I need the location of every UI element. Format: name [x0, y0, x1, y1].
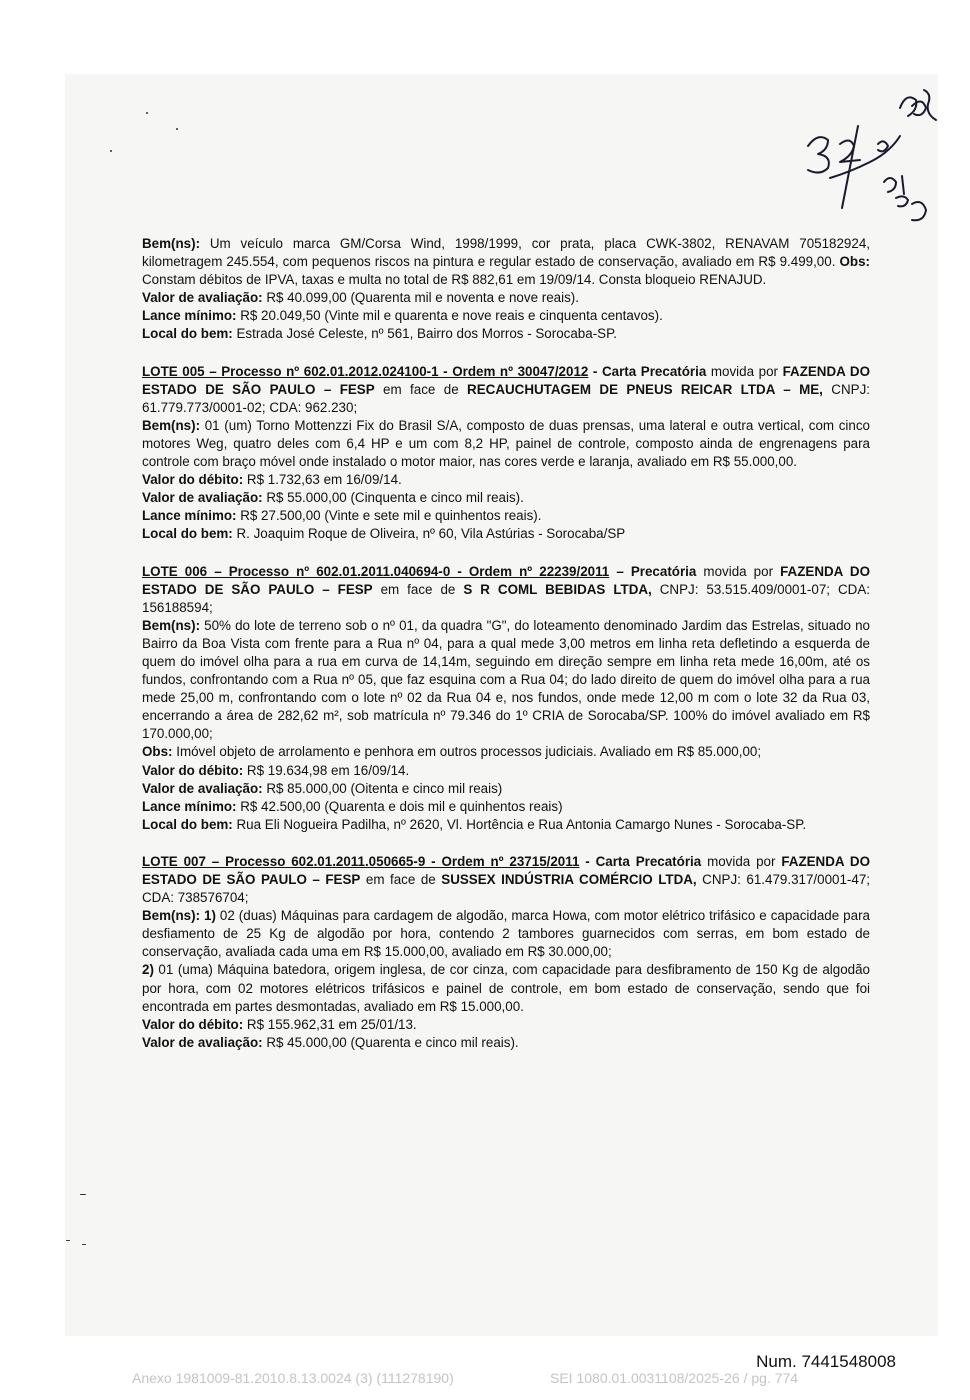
debito-text: R$ 1.732,63 em 16/09/14. [243, 472, 402, 488]
avaliacao-label: Valor de avaliação: [142, 1034, 263, 1050]
lote-type: - Carta Precatória [588, 363, 707, 379]
obs-label: Obs: [142, 744, 173, 760]
lance-label: Lance mínimo: [142, 798, 237, 814]
avaliacao-text: R$ 55.000,00 (Cinquenta e cinco mil reais). [262, 490, 524, 506]
debito-label: Valor do débito: [142, 762, 244, 778]
em-face-de: em face de [360, 872, 442, 887]
lote-007-header [142, 853, 870, 907]
item-number: 2) [142, 962, 154, 978]
lote-type: – Precatória [609, 563, 697, 579]
exequente: FAZENDA DO ESTADO DE SÃO PAULO – FESP [142, 563, 871, 597]
exequente: FAZENDA DO ESTADO DE SÃO PAULO – FESP [142, 853, 871, 887]
local-label: Local do bem: [142, 816, 233, 832]
valor-avaliacao-line [142, 1034, 870, 1052]
debito-text: R$ 19.634,98 em 16/09/14. [243, 762, 410, 778]
scan-speck [146, 112, 148, 114]
cnpj-cda: CNPJ: 61.479.317/0001-47; CDA: 738576704; [142, 872, 870, 906]
movida-por: movida por [701, 853, 782, 869]
bens-text: 01 (um) Torno Mottenzzi Fix do Brasil S/A, composto de duas prensas, uma lateral e outra vertical, com cinco motores Weg, quatro deles com 6,4 HP e um com 8,2 HP, painel de controle, composto ainda de engrenagens para controle com braço móvel onde instalado o motor maior, nas cores verde e laranja, avaliado em R$ 55.000,00. [142, 417, 870, 470]
debito-label: Valor do débito: [142, 1016, 244, 1032]
bens-text: 50% do lote de terreno sob o nº 01, da quadra "G", do loteamento denominado Jardim das Estrelas, situado no Bairro da Boa Vista com frente para a Rua nº 04, para a qual mede 3,00 metros em linha reta defletindo a esquerda de quem do imóvel olha para a rua em curva de 14,14m, seguindo em direção sempre em linha reta mede 16,00m, até os fundos, confrontando com a Rua nº 05, que faz esquina com a Rua 04; do lado direito de quem do imóvel olha para a rua mede 25,00 m, confrontando com o lote nº 02 da Rua 04 e, nos fundos, onde mede 12,00 m com o lote 32 da Rua 03, encerrando a área de 282,62 m², sob matrícula nº 79.346 do 1º CRIA de Sorocaba/SP. 100% do imóvel avaliado em R$ 170.000,00; [142, 617, 870, 742]
bens-item-2 [142, 961, 870, 1015]
lote-005-header [142, 363, 870, 417]
debito-label: Valor do débito: [142, 472, 244, 488]
bens-label: Bem(ns): [142, 236, 201, 251]
scan-speck [82, 1244, 86, 1245]
bens-label: Bem(ns): [142, 908, 201, 924]
bens-line [142, 417, 870, 471]
bens-item-1 [142, 907, 870, 961]
document-body [142, 235, 870, 1052]
obs-line [142, 743, 870, 761]
lance-label: Lance mínimo: [142, 508, 237, 524]
local-label: Local do bem: [142, 526, 233, 542]
bens-line [142, 617, 870, 744]
lance-label: Lance mínimo: [142, 308, 237, 324]
item-text: 01 (uma) Máquina batedora, origem inglesa, de cor cinza, com capacidade para desfibramento de 150 Kg de algodão por hora, com 02 motores elétricos trifásicos e painel de controle, em bom estado de conservação, sendo que foi encontrada em partes desmontadas, avaliado em R$ 15.000,00. [142, 962, 870, 1014]
annex-reference: Anexo 1981009-81.2010.8.13.0024 (3) (111278190) [132, 1370, 454, 1386]
local-bem-line [142, 525, 870, 543]
lance-minimo-line [142, 507, 870, 525]
document-number: Num. 7441548008 [756, 1352, 896, 1371]
em-face-de: em face de [372, 581, 464, 597]
lance-text: R$ 42.500,00 (Quarenta e dois mil e quinhentos reais) [236, 798, 563, 814]
movida-por: movida por [696, 563, 781, 579]
valor-debito-line [142, 1016, 870, 1034]
bens-label: Bem(ns): [142, 417, 201, 433]
sei-page-reference: SEI 1080.01.0031108/2025-26 / pg. 774 [550, 1370, 799, 1386]
lance-minimo-line [142, 307, 870, 325]
avaliacao-text: R$ 45.000,00 (Quarenta e cinco mil reais). [262, 1034, 519, 1050]
executado: SUSSEX INDÚSTRIA COMÉRCIO LTDA, [441, 872, 697, 887]
lance-minimo-line [142, 798, 870, 816]
scan-speck [176, 128, 178, 130]
valor-avaliacao-line [142, 780, 870, 798]
avaliacao-label: Valor de avaliação: [142, 780, 263, 796]
item-text: 02 (duas) Máquinas para cardagem de algodão, marca Howa, com motor elétrico trifásico e capacidade para desfiamento de 25 Kg de algodão por hora, contendo 2 tambores guarnecidos com serras, em bom estado de conservação, avaliada cada uma em R$ 15.000,00, avaliado em R$ 30.000,00; [142, 908, 870, 960]
scan-speck [66, 1240, 70, 1241]
executado: S R COML BEBIDAS LTDA, [463, 581, 652, 597]
lote-006-header [142, 563, 870, 617]
valor-debito-line [142, 471, 870, 489]
avaliacao-label: Valor de avaliação: [142, 490, 263, 506]
valor-avaliacao-line [142, 289, 870, 307]
lote-004-continuation [142, 235, 870, 289]
scan-speck [80, 1194, 86, 1195]
handwritten-page-number-mark [800, 86, 940, 236]
avaliacao-text: R$ 40.099,00 (Quarenta mil e noventa e nove reais). [262, 290, 579, 306]
lance-text: R$ 20.049,50 (Vinte mil e quarenta e nove reais e cinquenta centavos). [236, 308, 663, 324]
bens-text: Um veículo marca GM/Corsa Wind, 1998/1999, cor prata, placa CWK-3802, RENAVAM 705182924, kilometragem 245.554, com pequenos riscos na pintura e regular estado de conservação, avaliado em R$ 9.499,00. [142, 236, 870, 270]
lote-heading: LOTE 005 – Processo nº 602.01.2012.024100-1 - Ordem nº 30047/2012 [142, 363, 589, 379]
executado: RECAUCHUTAGEM DE PNEUS REICAR LTDA – ME, [467, 381, 823, 397]
lote-type: - Carta Precatória [579, 853, 702, 869]
cnpj-cda: CNPJ: 61.779.773/0001-02; CDA: 962.230; [142, 381, 870, 415]
local-text: R. Joaquim Roque de Oliveira, nº 60, Vila Astúrias - Sorocaba/SP [232, 526, 626, 542]
movida-por: movida por [706, 363, 783, 379]
obs-label: Obs: [839, 254, 870, 270]
scan-speck [110, 150, 112, 152]
em-face-de: em face de [374, 381, 468, 397]
avaliacao-label: Valor de avaliação: [142, 290, 263, 306]
local-text: Rua Eli Nogueira Padilha, nº 2620, Vl. Hortência e Rua Antonia Camargo Nunes - Sorocaba-SP. [232, 816, 807, 832]
avaliacao-text: R$ 85.000,00 (Oitenta e cinco mil reais) [262, 780, 503, 796]
item-number: 1) [200, 908, 216, 924]
lote-heading: LOTE 007 – Processo 602.01.2011.050665-9 - Ordem nº 23715/2011 [142, 853, 580, 869]
local-text: Estrada José Celeste, nº 561, Bairro dos Morros - Sorocaba-SP. [232, 326, 618, 342]
local-bem-line [142, 816, 870, 834]
cnpj-cda: CNPJ: 53.515.409/0001-07; CDA: 156188594; [142, 581, 870, 615]
obs-text: Imóvel objeto de arrolamento e penhora em outros processos judiciais. Avaliado em R$ 85.000,00; [172, 744, 762, 760]
local-bem-line [142, 325, 870, 343]
lance-text: R$ 27.500,00 (Vinte e sete mil e quinhentos reais). [236, 508, 542, 524]
obs-text: Constam débitos de IPVA, taxas e multa no total de R$ 882,61 em 19/09/14. Consta bloqueio RENAJUD. [142, 272, 767, 288]
debito-text: R$ 155.962,31 em 25/01/13. [243, 1016, 417, 1032]
bens-label: Bem(ns): [142, 617, 201, 633]
lote-heading: LOTE 006 – Processo nº 602.01.2011.040694-0 - Ordem nº 22239/2011 [142, 563, 610, 579]
exequente: FAZENDA DO ESTADO DE SÃO PAULO – FESP [142, 363, 870, 397]
valor-debito-line [142, 762, 870, 780]
valor-avaliacao-line [142, 489, 870, 507]
local-label: Local do bem: [142, 326, 233, 342]
